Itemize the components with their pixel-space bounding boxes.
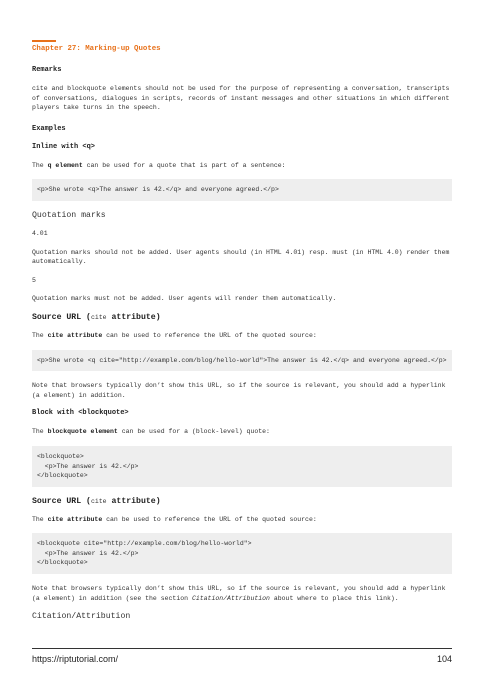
block-source-post: attribute): [106, 496, 161, 506]
inline-source-post: attribute): [106, 312, 161, 322]
examples-heading: Examples: [32, 124, 66, 133]
version-401-label: 4.01: [32, 229, 48, 237]
inline-note: Note that browsers typically don’t show this URL, so if the source is relevant, you should add a hyperlink (a element) in addition.: [32, 382, 446, 399]
version-5-label: 5: [32, 276, 36, 284]
chapter-accent-bar: [32, 40, 56, 42]
block-source-heading: [32, 497, 452, 506]
inline-intro-pre: The: [32, 161, 48, 169]
inline-heading: Inline with <q>: [32, 142, 96, 151]
footer-page-number: 104: [436, 654, 452, 664]
block-code-block: <blockquote> <p>The answer is 42.</p> </blockquote>: [32, 446, 452, 487]
block-note-link-text: Citation/Attribution: [191, 594, 270, 602]
inline-cite-post: can be used to reference the URL of the quoted source:: [102, 331, 317, 339]
page-footer: [32, 648, 452, 664]
block-intro: [32, 427, 452, 437]
page-content: [32, 40, 452, 630]
block-cite-post: can be used to reference the URL of the quoted source:: [102, 515, 317, 523]
block-cite-code-block: <blockquote cite="http://example.com/blog/hello-world"> <p>The answer is 42.</p> </blockquote>: [32, 533, 452, 574]
inline-cite-bold: cite attribute: [47, 331, 103, 339]
block-note-pre: Note that browsers typically don’t show this URL, so if the source is relevant, you should add a hyperlink (a element) in addition (see the section: [32, 585, 446, 602]
inline-source-heading: [32, 313, 452, 322]
inline-cite-intro: [32, 331, 452, 341]
remarks-heading: Remarks: [32, 66, 62, 74]
inline-cite-pre: The: [32, 331, 48, 339]
chapter-title: Chapter 27: Marking-up Quotes: [32, 45, 161, 53]
inline-intro: [32, 161, 452, 171]
block-source-pre: Source URL (: [32, 496, 91, 506]
block-cite-bold: cite attribute: [47, 515, 103, 523]
inline-intro-post: can be used for a quote that is part of a sentence:: [82, 161, 286, 169]
block-intro-pre: The: [32, 428, 48, 436]
block-note-post: about where to place this link).: [269, 594, 399, 602]
block-note: [32, 584, 452, 603]
block-cite-intro: [32, 515, 452, 525]
citation-heading: Citation/Attribution: [32, 612, 131, 622]
inline-code-block: <p>She wrote <q>The answer is 42.</q> and everyone agreed.</p>: [32, 179, 452, 201]
block-cite-pre: The: [32, 515, 48, 523]
inline-source-code: cite: [90, 313, 107, 321]
inline-source-pre: Source URL (: [32, 312, 91, 322]
version-5-text: Quotation marks must not be added. User agents will render them automatically.: [32, 295, 337, 303]
inline-intro-bold: q element: [47, 161, 83, 169]
block-intro-bold: blockquote element: [47, 428, 118, 436]
block-heading: Block with <blockquote>: [32, 409, 129, 418]
version-401-text: Quotation marks should not be added. User agents should (in HTML 4.01) resp. must (in HTML 4.0) render them automatically.: [32, 248, 450, 266]
block-intro-post: can be used for a (block-level) quote:: [117, 428, 270, 436]
remarks-text: cite and blockquote elements should not be used for the purpose of representing a conversation, transcripts of conversations, dialogues in scripts, records of instant messages and other situations in which different players take turns in the speech.: [32, 85, 450, 112]
block-source-code: cite: [90, 497, 107, 505]
inline-cite-code-block: <p>She wrote <q cite="http://example.com/blog/hello-world">The answer is 42.</q> and everyone agreed.</p>: [32, 350, 452, 372]
footer-url-link[interactable]: https://riptutorial.com/: [32, 654, 119, 664]
quotation-marks-heading: Quotation marks: [32, 210, 106, 220]
